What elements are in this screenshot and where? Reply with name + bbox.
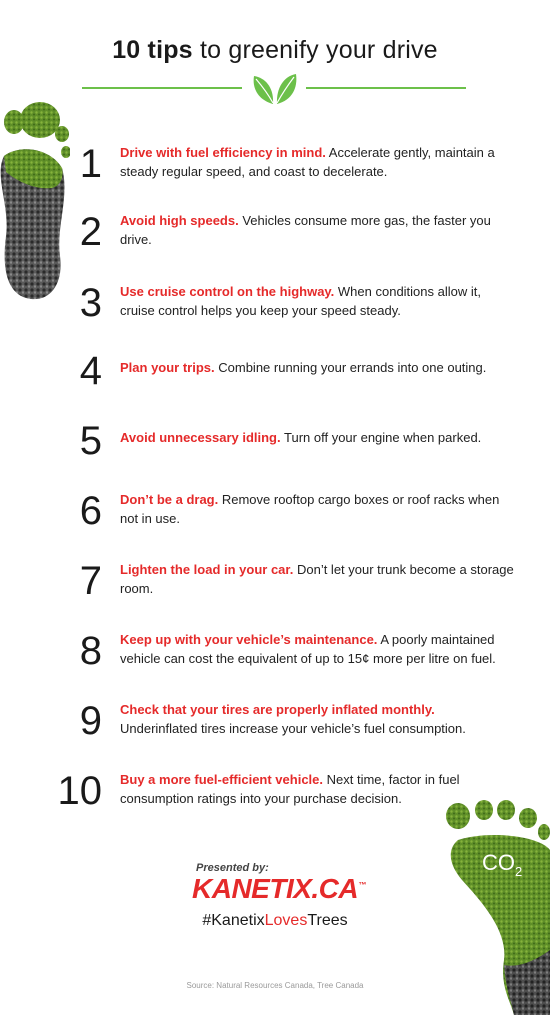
tip-text (120, 143, 515, 181)
tip-body: Don’t let your trunk become a storage room. (120, 562, 514, 596)
tip-body: Accelerate gently, maintain a steady regular speed, and coast to decelerate. (120, 145, 495, 179)
title-rest: to greenify your drive (192, 36, 438, 64)
tip-number: 8 (79, 629, 102, 673)
tip-number: 3 (79, 281, 102, 325)
hashtag (0, 912, 550, 930)
tip-text (120, 428, 515, 447)
tip-item-5 (0, 418, 550, 474)
tip-item-10 (0, 768, 550, 824)
tip-body: Underinflated tires increase your vehicle’s fuel consumption. (120, 721, 466, 736)
tip-highlight: Avoid high speeds. (120, 213, 239, 228)
hashtag-part-2: Loves (264, 912, 308, 929)
tip-highlight: Check that your tires are properly inflated monthly. (120, 702, 435, 717)
tip-number: 9 (79, 699, 102, 743)
tip-body: When conditions allow it, cruise control helps you keep your speed steady. (120, 284, 481, 318)
divider-left (82, 87, 242, 89)
tip-item-4 (0, 348, 550, 404)
tip-number: 4 (79, 349, 102, 393)
brand-name: KANETIX.CA (192, 873, 359, 904)
tip-item-3 (0, 280, 550, 336)
tip-text (120, 560, 515, 598)
tip-text (120, 770, 460, 808)
tip-text (120, 490, 515, 528)
title-bold: 10 tips (112, 36, 193, 64)
tip-body: Remove rooftop cargo boxes or roof racks when not in use. (120, 492, 500, 526)
presented-by-label: Presented by: (196, 862, 269, 874)
tip-item-9 (0, 698, 550, 754)
tip-number: 2 (79, 210, 102, 254)
co2-main: CO (482, 850, 515, 875)
footprint-left-icon (0, 96, 70, 306)
tip-text (120, 211, 515, 249)
tip-body: Turn off your engine when parked. (280, 430, 482, 445)
tip-body: Combine running your errands into one outing. (214, 360, 487, 375)
tip-highlight: Drive with fuel efficiency in mind. (120, 145, 326, 160)
tip-text (120, 282, 515, 320)
tip-item-6 (0, 488, 550, 544)
tip-item-2 (0, 209, 550, 265)
tip-number: 7 (79, 559, 102, 603)
source-note: Source: Natural Resources Canada, Tree Canada (186, 981, 364, 990)
hashtag-part-1: #Kanetix (202, 912, 265, 929)
tip-item-8 (0, 628, 550, 684)
tip-highlight: Lighten the load in your car. (120, 562, 294, 577)
co2-label (482, 850, 523, 879)
tip-highlight: Use cruise control on the highway. (120, 284, 335, 299)
tip-text (120, 358, 515, 377)
co2-subscript: 2 (515, 864, 523, 879)
tip-body: A poorly maintained vehicle can cost the equivalent of up to 15¢ more per litre on fuel. (120, 632, 496, 666)
tip-item-1 (0, 141, 550, 197)
tip-text (120, 630, 520, 668)
tip-number: 5 (79, 419, 102, 463)
divider-right (306, 87, 466, 89)
tip-number: 6 (79, 489, 102, 533)
tip-highlight: Don’t be a drag. (120, 492, 219, 507)
tip-text (120, 700, 515, 738)
tip-body: Vehicles consume more gas, the faster you drive. (120, 213, 491, 247)
brand-logo (192, 873, 366, 905)
tip-number: 10 (57, 769, 102, 813)
page-title (0, 36, 550, 65)
trademark-mark: ™ (358, 880, 366, 890)
tip-highlight: Plan your trips. (120, 360, 215, 375)
tip-highlight: Buy a more fuel-efficient vehicle. (120, 772, 324, 787)
leaf-icon (248, 70, 302, 106)
tip-number: 1 (79, 142, 102, 186)
tip-highlight: Avoid unnecessary idling. (120, 430, 281, 445)
tip-body: Next time, factor in fuel consumption ratings into your purchase decision. (120, 772, 460, 806)
hashtag-part-3: Trees (307, 912, 348, 929)
tip-item-7 (0, 558, 550, 614)
tip-highlight: Keep up with your vehicle’s maintenance. (120, 632, 378, 647)
